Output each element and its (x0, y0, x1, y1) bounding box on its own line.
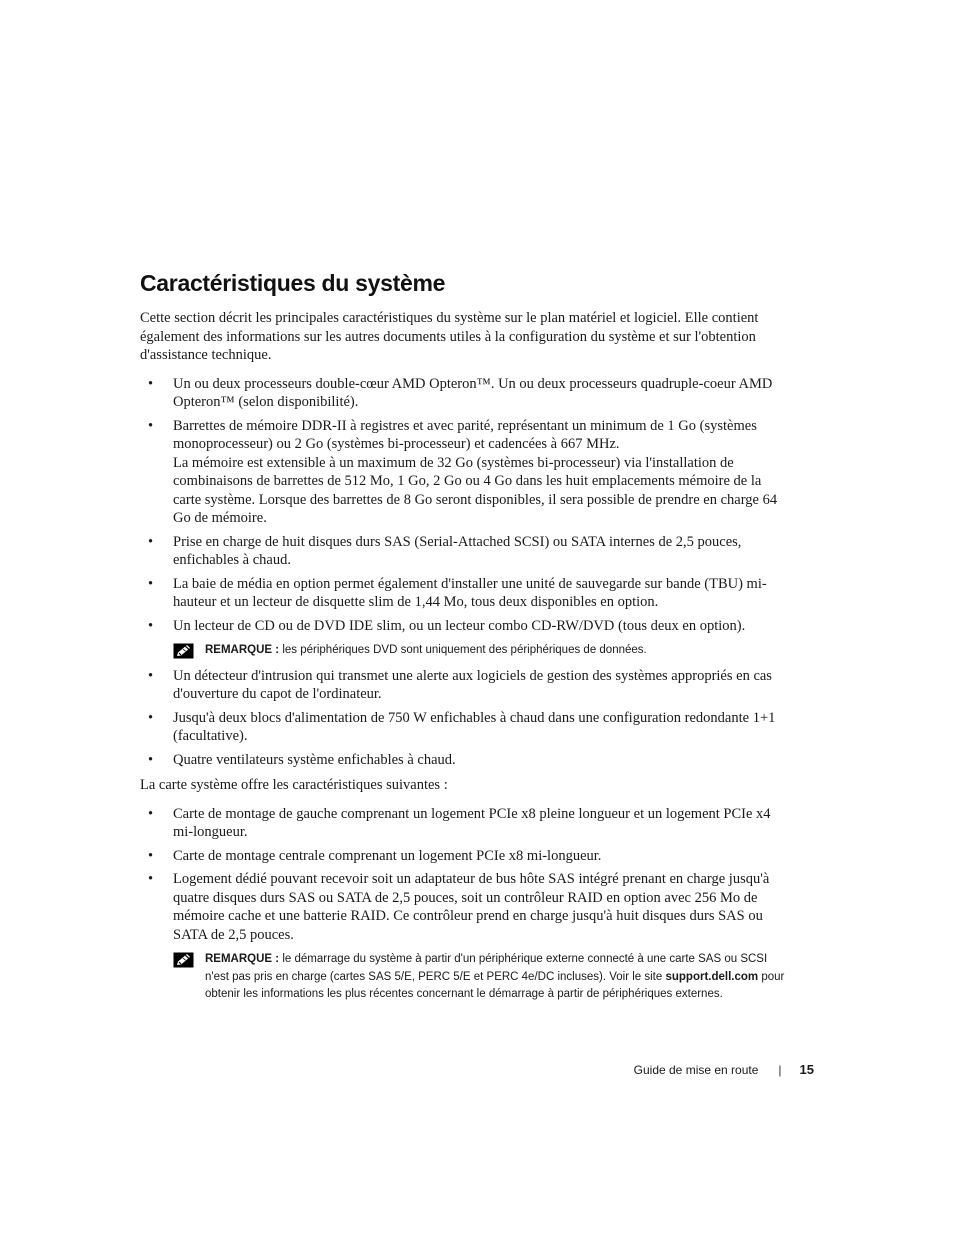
note-label: REMARQUE : (205, 644, 280, 656)
list-item: • Jusqu'à deux blocs d'alimentation de 750 W enfichables à chaud dans une configuration redondante 1+1 (facultative). (148, 709, 776, 744)
list-item: • Carte de montage de gauche comprenant un logement PCIe x8 pleine longueur et un logement PCIe x4 mi-longueur. (148, 805, 771, 840)
feature-list-2 (140, 667, 790, 770)
list-item: • Barrettes de mémoire DDR-II à registres et avec parité, représentant un minimum de 1 Go (systèmes monoprocesseur) ou 2 Go (systèmes bi-processeur) et cadencées à 667 MHz. La mémoire est extensible à un maximum de 32 Go (systèmes bi-processeur) via l'installation de combinaisons de barrettes de 512 Mo, 1 Go, 2 Go ou 4 Go dans les huit emplacements mémoire de la carte système. Lorsque des barrettes de 8 Go seront disponibles, il sera possible de prendre en charge 64 Go de mémoire. (148, 417, 778, 526)
list-item: • La baie de média en option permet également d'installer une unité de sauvegarde sur bande (TBU) mi-hauteur et un lecteur de disquette slim de 1,44 Mo, tous deux disponibles en option. (148, 575, 767, 610)
page-title: Caractéristiques du système (140, 270, 446, 296)
page-number: 15 (799, 1062, 814, 1077)
intro-paragraph: Cette section décrit les principales caractéristiques du système sur le plan matériel et logiciel. Elle contient également des informations sur les autres documents utiles à la configuration du système et sur l'obtention d'assistance technique. (140, 310, 759, 363)
feature-list-1 (140, 375, 790, 636)
board-feature-list (140, 805, 790, 945)
note-text-before: le démarrage du système à partir d'un périphérique externe connecté à une carte SAS ou SCSI n'est pas pris en charge (cartes SAS 5/E, PERC 5/E et PERC 4e/DC incluses). Voir le site (205, 953, 768, 983)
pencil-note-icon (173, 643, 194, 659)
list-item: • Prise en charge de huit disques durs SAS (Serial-Attached SCSI) ou SATA internes de 2,5 pouces, enfichables à chaud. (148, 533, 742, 568)
note-external-boot (173, 951, 790, 1004)
list-item: • Logement dédié pouvant recevoir soit un adaptateur de bus hôte SAS intégré prenant en charge jusqu'à quatre disques durs SAS ou SATA de 2,5 pouces, soit un contrôleur RAID en option avec 256 Mo de mémoire cache et une batterie RAID. Ce contrôleur prend en charge jusqu'à huit disques durs SAS ou SATA de 2,5 pouces. (148, 871, 770, 943)
note-text-after: pour obtenir les informations les plus récentes concernant le démarrage à partir de périphériques externes. (205, 970, 785, 1000)
document-page (140, 270, 790, 1011)
memory-extra-text: La mémoire est extensible à un maximum de 32 Go (systèmes bi-processeur) via l'installation de combinaisons de barrettes de 512 Mo, 1 Go, 2 Go ou 4 Go dans les huit emplacements mémoire de la carte système. Lorsque des barrettes de 8 Go seront disponibles, il sera possible de prendre en charge 64 Go de mémoire. (173, 454, 778, 526)
list-item: • Carte de montage centrale comprenant un logement PCIe x8 mi-longueur. (148, 847, 602, 864)
list-item: • Un détecteur d'intrusion qui transmet une alerte aux logiciels de gestion des systèmes appropriés en cas d'ouverture du capot de l'ordinateur. (148, 667, 772, 702)
footer-separator: | (778, 1062, 782, 1077)
list-item: • Un ou deux processeurs double-cœur AMD Opteron™. Un ou deux processeurs quadruple-coeur AMD Opteron™ (selon disponibilité). (148, 375, 773, 410)
note-dvd (173, 642, 790, 660)
pencil-note-icon (173, 952, 194, 968)
page-footer (634, 1062, 814, 1077)
list-item: • Un lecteur de CD ou de DVD IDE slim, ou un lecteur combo CD-RW/DVD (tous deux en option). (148, 617, 746, 634)
note-label: REMARQUE : (205, 953, 280, 965)
support-link[interactable]: support.dell.com (665, 970, 759, 983)
note-text: les périphériques DVD sont uniquement des périphériques de données. (282, 644, 647, 656)
board-intro-paragraph: La carte système offre les caractéristiques suivantes : (140, 777, 448, 793)
list-item: • Quatre ventilateurs système enfichables à chaud. (148, 751, 456, 768)
footer-guide-title: Guide de mise en route (633, 1062, 759, 1077)
